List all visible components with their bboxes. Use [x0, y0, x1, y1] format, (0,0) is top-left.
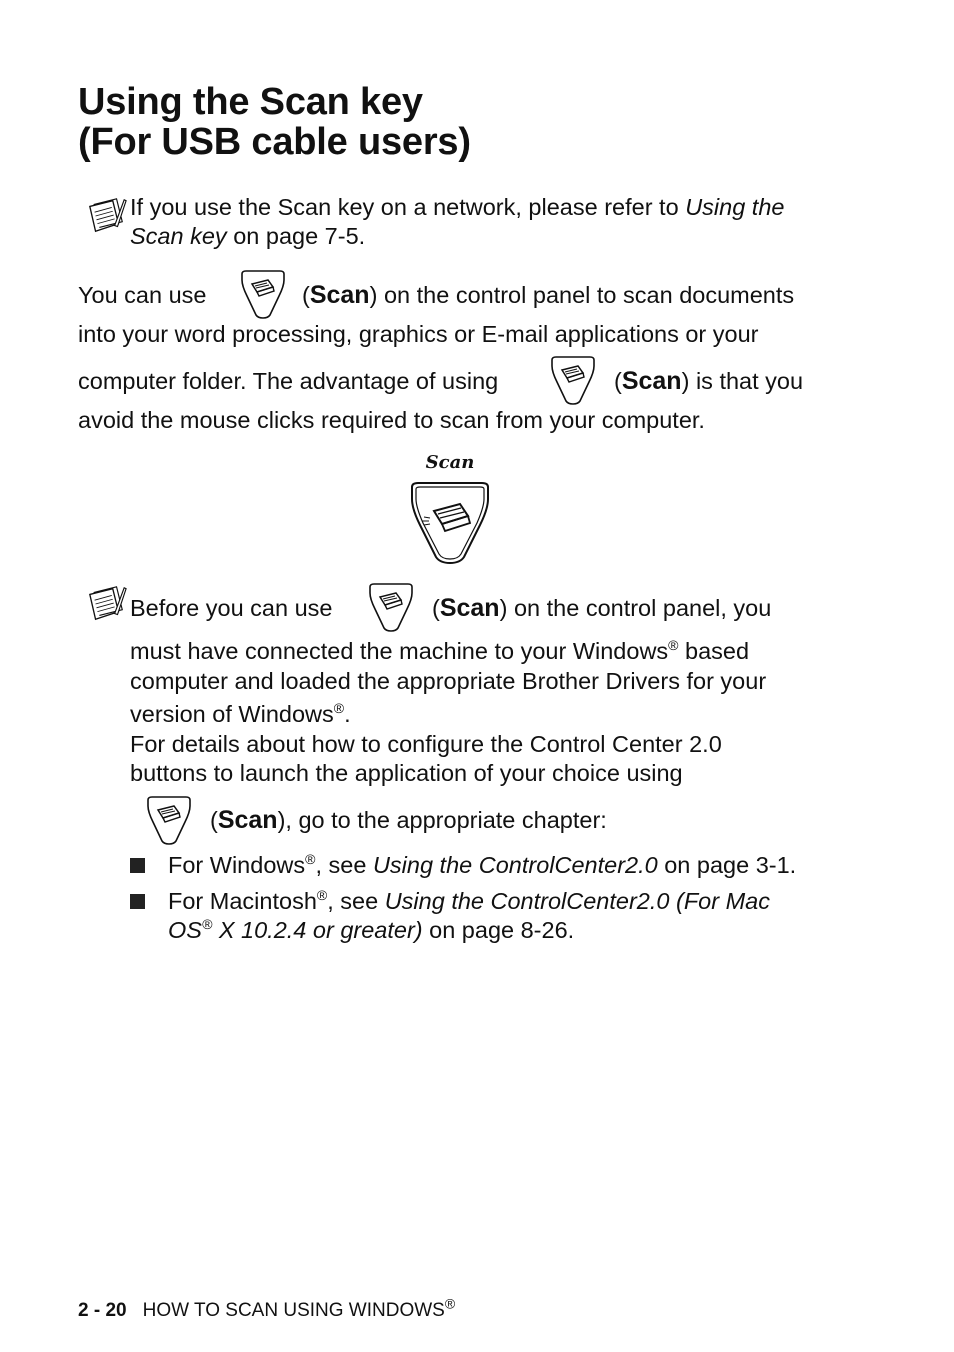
bullet-marker: [130, 894, 145, 909]
para1-line2: into your word processing, graphics or E-mail applications or your: [78, 321, 759, 347]
note-icon: [86, 582, 128, 626]
title-line-2: (For USB cable users): [78, 121, 471, 163]
note2-line6: buttons to launch the application of your choice using: [130, 760, 683, 786]
section-title: HOW TO SCAN USING WINDOWS: [142, 1300, 445, 1321]
note2-line7: (Scan), go to the appropriate chapter:: [210, 806, 607, 834]
scan-key-icon: [367, 583, 415, 633]
note2-line5: For details about how to configure the Control Center 2.0: [130, 731, 722, 757]
page-number: 2 - 20: [78, 1300, 127, 1321]
para1-line3: computer folder. The advantage of using: [78, 368, 499, 394]
scan-key-label: Scan: [425, 452, 475, 473]
title-line-1: Using the Scan key: [78, 81, 423, 123]
para1-line1: You can use: [78, 282, 207, 308]
page-footer: 2 - 20 HOW TO SCAN USING WINDOWS®: [78, 1295, 456, 1321]
bullet-macintosh: For Macintosh®, see Using the ControlCenter2.0 (For Mac OS® X 10.2.4 or greater) on page 8-26.: [168, 887, 770, 943]
bullet-marker: [130, 858, 145, 873]
scan-key-icon: [145, 796, 193, 846]
note2-line1-rest: (Scan) on the control panel, you: [432, 594, 772, 622]
note2-line1: Before you can use: [130, 595, 333, 621]
para1-line1-rest: (Scan) on the control panel to scan documents: [302, 281, 795, 309]
scan-key-icon: [239, 270, 287, 320]
note2-line4: version of Windows®.: [130, 700, 351, 727]
note-network: If you use the Scan key on a network, please refer to Using the Scan key on page 7-5.: [130, 194, 785, 249]
bullet-windows: For Windows®, see Using the ControlCenter2.0 on page 3-1.: [168, 851, 797, 878]
scan-key-icon: [549, 356, 597, 406]
note2-line3: computer and loaded the appropriate Brother Drivers for your: [130, 668, 767, 694]
para1-line4: avoid the mouse clicks required to scan from your computer.: [78, 407, 705, 433]
page-title: [78, 82, 471, 162]
note2-line2: must have connected the machine to your Windows® based: [130, 637, 750, 664]
para1-line3-rest: (Scan) is that you: [614, 367, 804, 395]
note-icon: [86, 194, 128, 238]
scan-key-large-icon: [408, 481, 492, 565]
